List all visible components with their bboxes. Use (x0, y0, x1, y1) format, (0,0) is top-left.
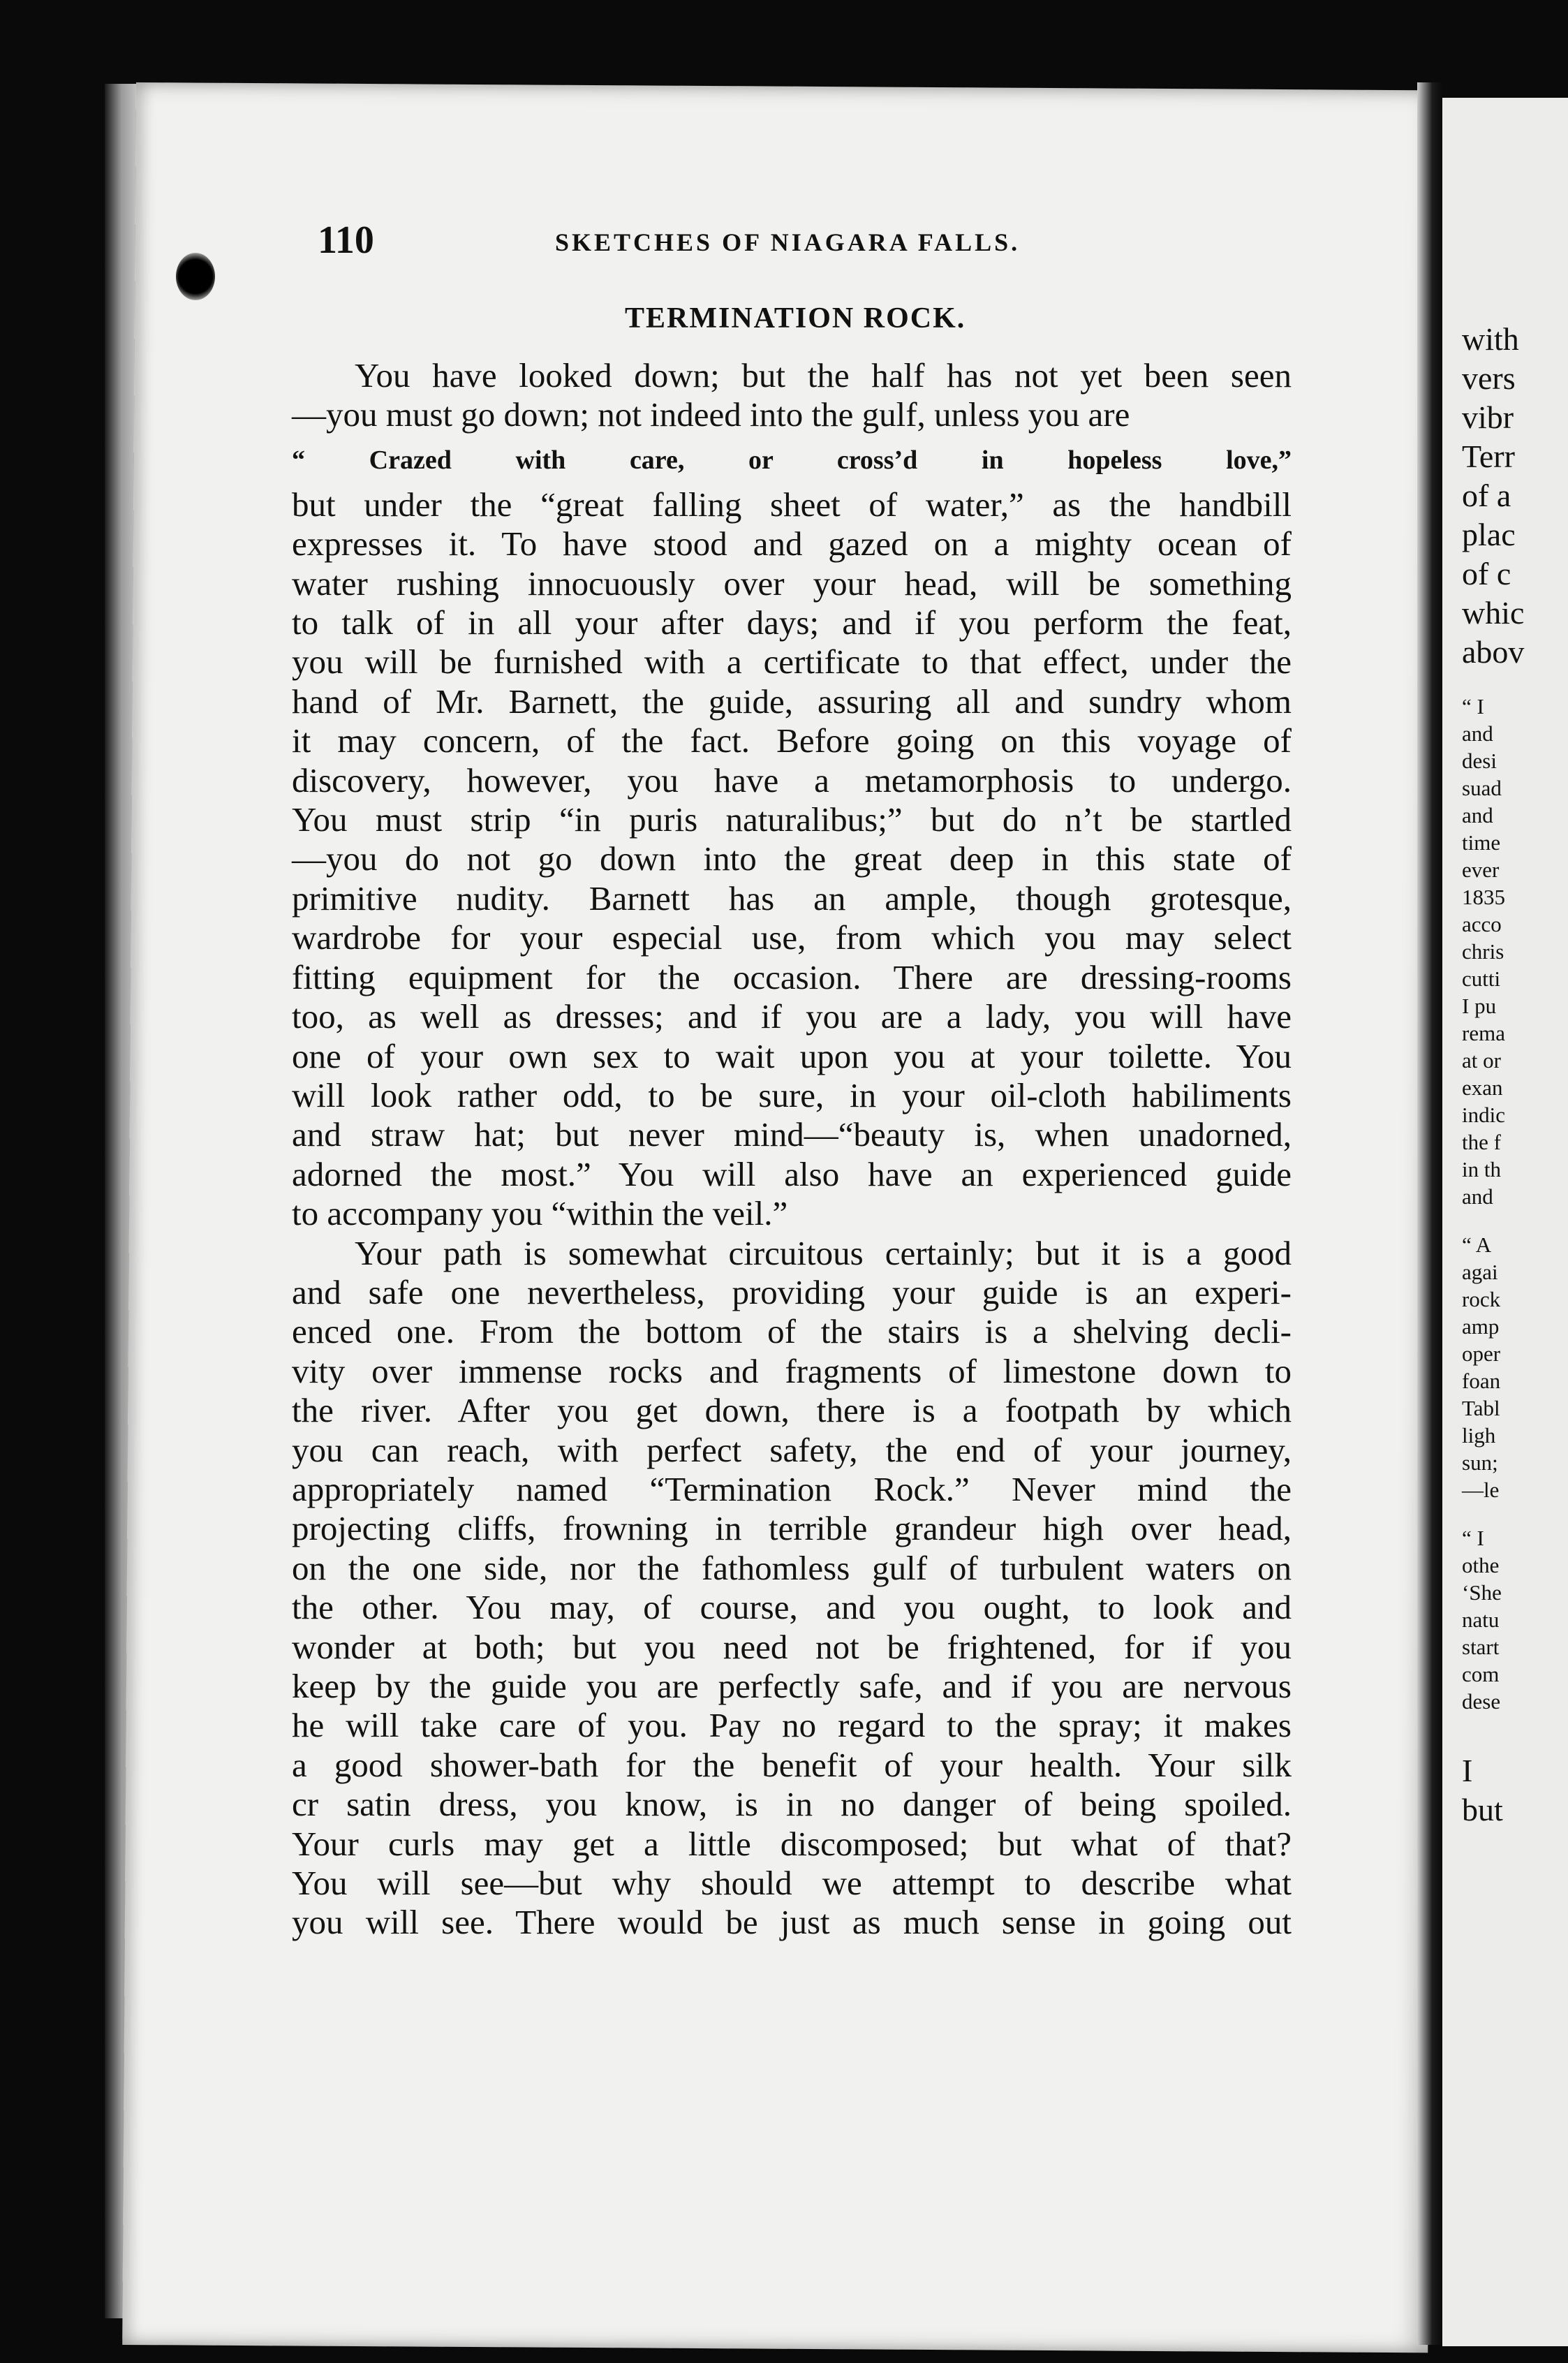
facing-page-fragment: —le (1462, 1478, 1500, 1502)
text-line: it may concern, of the fact. Before going on this voyage of (292, 721, 1292, 760)
facing-page-fragment: desi (1462, 749, 1497, 773)
facing-page-fragment: time (1462, 830, 1501, 855)
text-line: on the one side, nor the fathomless gulf of turbulent waters on (292, 1548, 1292, 1587)
facing-page-fragment: ligh (1462, 1423, 1496, 1448)
facing-page-fragment: Terr (1462, 439, 1515, 474)
facing-page-fragment: exan (1462, 1075, 1503, 1100)
text-line: hand of Mr. Barnett, the guide, assuring all and sundry whom (292, 682, 1292, 721)
paragraph-3 (292, 1234, 1292, 1943)
text-line: wonder at both; but you need not be frightened, for if you (292, 1627, 1292, 1666)
paragraph-1 (292, 356, 1292, 435)
facing-page-fragment: com (1462, 1662, 1500, 1686)
text-line: to talk of in all your after days; and if you perform the feat, (292, 603, 1292, 642)
text-line: you will see. There would be just as much sense in going out (292, 1903, 1292, 1942)
facing-page-fragment: Tabl (1462, 1396, 1500, 1420)
facing-page-fragment: and (1462, 721, 1493, 746)
facing-page-fragment: amp (1462, 1314, 1500, 1339)
facing-page-fragment: ever (1462, 857, 1500, 882)
text-line: —you must go down; not indeed into the gulf, unless you are (292, 395, 1130, 434)
text-line: vity over immense rocks and fragments of limestone down to (292, 1351, 1292, 1390)
facing-page-fragment: of a (1462, 478, 1511, 513)
spacer (1462, 672, 1568, 693)
text-line: one of your own sex to wait upon you at your toilette. You (292, 1036, 1292, 1075)
page-number: 110 (318, 219, 374, 262)
facing-page-fragment: I pu (1462, 994, 1497, 1018)
text-line: Your curls may get a little discomposed; but what of that? (292, 1824, 1292, 1863)
facing-page-fragment: cutti (1462, 966, 1501, 991)
facing-page-fragment: rock (1462, 1287, 1501, 1311)
facing-page-fragment: vers (1462, 360, 1516, 396)
facing-page-fragment: chris (1462, 939, 1504, 964)
verse-quote: “ Crazed with care, or cross’d in hopeless love,” (292, 445, 1292, 475)
facing-page-fragment: but (1462, 1792, 1503, 1827)
facing-page-fragment: I (1462, 1753, 1473, 1788)
text-line: you can reach, with perfect safety, the end of your journey, (292, 1430, 1292, 1469)
facing-page-fragment: and (1462, 803, 1493, 827)
facing-page-fragment: “ I (1462, 1526, 1484, 1550)
text-line: fitting equipment for the occasion. There are dressing-rooms (292, 957, 1292, 996)
spacer (1462, 1503, 1568, 1524)
facing-page-fragment: “ A (1462, 1232, 1492, 1257)
text-line: adorned the most.” You will also have an experienced guide (292, 1154, 1292, 1193)
text-line: You have looked down; but the half has not yet been seen (355, 356, 1292, 395)
text-line: projecting cliffs, frowning in terrible grandeur high over head, (292, 1509, 1292, 1548)
facing-page-fragment: indic (1462, 1103, 1505, 1127)
facing-page-fragment: suad (1462, 776, 1502, 800)
text-line: but under the “great falling sheet of water,” as the handbill (292, 485, 1292, 524)
facing-page-fragment: in th (1462, 1157, 1501, 1182)
text-line: primitive nudity. Barnett has an ample, though grotesque, (292, 878, 1292, 918)
text-line: and safe one nevertheless, providing your guide is an experi- (292, 1272, 1292, 1311)
text-line: keep by the guide you are perfectly safe, and if you are nervous (292, 1667, 1292, 1705)
facing-page-fragment: natu (1462, 1607, 1500, 1632)
text-line: too, as well as dresses; and if you are a lady, you will have (292, 997, 1292, 1036)
facing-page-text (1462, 320, 1568, 1830)
facing-page-fragment: oper (1462, 1341, 1501, 1366)
facing-page-fragment: agai (1462, 1260, 1498, 1284)
spacer (1462, 1715, 1568, 1751)
text-line: Your path is somewhat circuitous certainly; but it is a good (355, 1233, 1292, 1272)
facing-page-fragment: 1835 (1462, 885, 1505, 909)
ink-blot-mark (176, 253, 215, 300)
text-line: a good shower-bath for the benefit of your health. Your silk (292, 1745, 1292, 1784)
facing-page-fragment: abov (1462, 634, 1525, 670)
text-line: you will be furnished with a certificate to that effect, under the (292, 642, 1292, 682)
spacer (1462, 1210, 1568, 1231)
text-line: and straw hat; but never mind—“beauty is, when unadorned, (292, 1115, 1292, 1154)
facing-page-fragment: whic (1462, 595, 1525, 631)
text-line: You must strip “in puris naturalibus;” but do n’t be startled (292, 800, 1292, 839)
facing-page-fragment: with (1462, 321, 1519, 357)
section-title: TERMINATION ROCK. (625, 302, 966, 334)
text-line: the river. After you get down, there is a footpath by which (292, 1391, 1292, 1430)
facing-page-fragment: othe (1462, 1553, 1500, 1577)
facing-page-fragment: rema (1462, 1021, 1505, 1045)
text-line: wardrobe for your especial use, from which you may select (292, 918, 1292, 957)
text-line: —you do not go down into the great deep in this state of (292, 839, 1292, 878)
text-line: the other. You may, of course, and you ought, to look and (292, 1588, 1292, 1627)
text-line: will look rather odd, to be sure, in your oil-cloth habiliments (292, 1075, 1292, 1114)
book-gutter (1417, 82, 1442, 2345)
facing-page-fragment: sun; (1462, 1450, 1498, 1475)
facing-page-fragment: and (1462, 1184, 1493, 1209)
facing-page-fragment: acco (1462, 912, 1502, 936)
text-line: he will take care of you. Pay no regard to the spray; it makes (292, 1706, 1292, 1745)
text-line: enced one. From the bottom of the stairs is a shelving decli- (292, 1312, 1292, 1351)
text-line: You will see—but why should we attempt to describe what (292, 1864, 1292, 1903)
facing-page-fragment: the f (1462, 1130, 1501, 1154)
text-line: discovery, however, you have a metamorphosis to undergo. (292, 760, 1292, 800)
facing-page-fragment: vibr (1462, 399, 1514, 435)
text-line: to accompany you “within the veil.” (292, 1194, 788, 1233)
text-line: cr satin dress, you know, is in no danger of being spoiled. (292, 1785, 1292, 1824)
facing-page-fragment: dese (1462, 1689, 1501, 1714)
text-line: water rushing innocuously over your head, will be something (292, 564, 1292, 603)
facing-page-fragment: start (1462, 1635, 1500, 1659)
facing-page-fragment: plac (1462, 517, 1516, 552)
body-text (292, 356, 1292, 1943)
text-line: appropriately named “Termination Rock.” Never mind the (292, 1469, 1292, 1508)
facing-page-fragment: of c (1462, 556, 1511, 591)
facing-page-fragment: ‘She (1462, 1580, 1502, 1605)
paragraph-2 (292, 485, 1292, 1234)
running-head: SKETCHES OF NIAGARA FALLS. (555, 228, 1021, 256)
facing-page-fragment: “ I (1462, 694, 1484, 719)
facing-page-fragment: at or (1462, 1048, 1501, 1073)
facing-page-fragment: foan (1462, 1369, 1501, 1393)
text-line: expresses it. To have stood and gazed on a mighty ocean of (292, 524, 1292, 564)
